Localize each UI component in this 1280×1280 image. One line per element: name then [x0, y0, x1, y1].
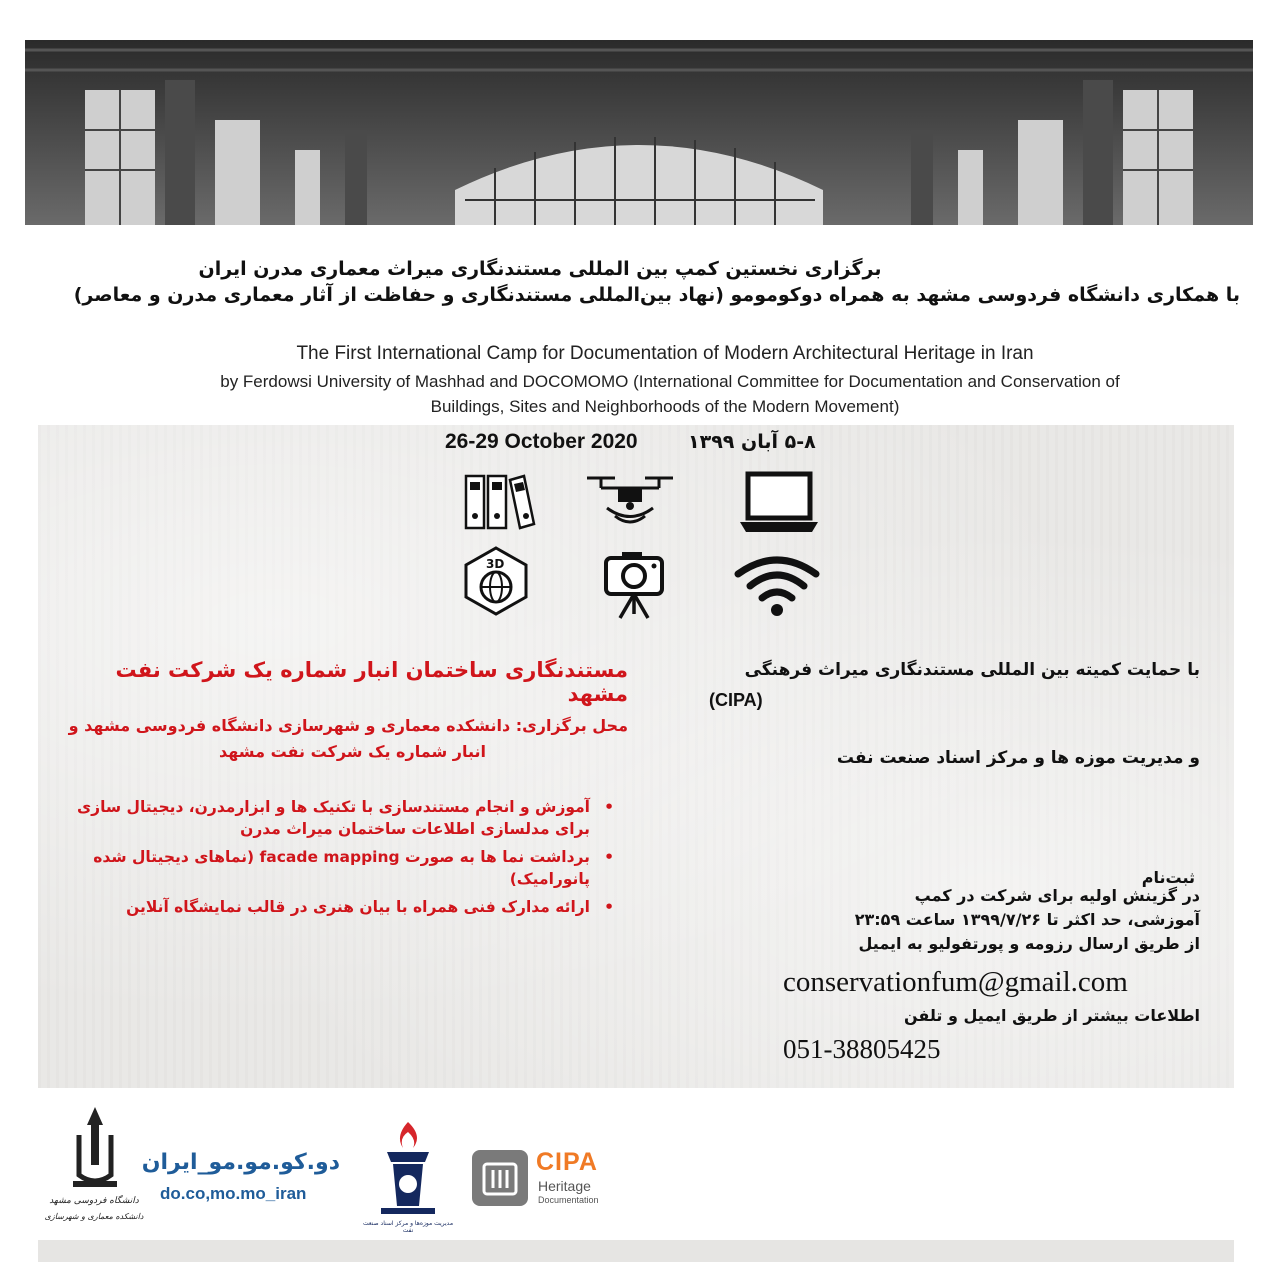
svg-text:3D: 3D [486, 557, 505, 571]
registration-title: ثبت‌نام [1141, 868, 1195, 887]
activity-item: • برداشت نما ها به صورت facade mapping (نماهای دیجیتال شده پانورامیک) [52, 846, 614, 890]
en-title-line1: The First International Camp for Documentation of Modern Architectural Heritage in Iran [296, 343, 1034, 364]
column-icon [472, 1150, 528, 1206]
event-dates [400, 430, 900, 460]
venue-line2: انبار شماره یک شرکت نفت مشهد [219, 742, 486, 761]
ferdowsi-subcaption: دانشکده معماری و شهرسازی [44, 1212, 144, 1221]
flame-emblem-icon [373, 1118, 443, 1218]
en-title-line3: Buildings, Sites and Neighborhoods of the Modern Movement) [430, 397, 900, 416]
fa-title-line2: با همکاری دانشگاه فردوسی مشهد به همراه دوکومومو (نهاد بین‌المللی مستندنگاری و حفاظت از آثار معماری مدرن و معاصر) [73, 284, 1240, 306]
laptop-icon [738, 470, 820, 536]
project-title: مستندنگاری ساختمان انبار شماره یک شرکت نفت مشهد [115, 658, 628, 706]
contact-email[interactable]: conservationfum@gmail.com [783, 966, 1128, 998]
date-en: 26-29 October 2020 [445, 430, 638, 453]
cipa-badge [472, 1150, 528, 1206]
ferdowsi-logo [40, 1100, 150, 1235]
contact-phone[interactable]: 051-38805425 [783, 1034, 941, 1064]
support-line2: و مدیریت موزه ها و مرکز اسناد صنعت نفت [836, 748, 1200, 768]
drone-icon [585, 470, 675, 535]
support-line1: با حمایت کمیته بین المللی مستندنگاری میراث فرهنگی [744, 660, 1200, 680]
cipa-logo [472, 1148, 622, 1208]
en-title-line2: by Ferdowsi University of Mashhad and DOCOMOMO (International Committee for Documentation and Conservation of [220, 372, 1120, 391]
station-interior-illustration [25, 40, 1253, 225]
camera-tripod-icon [602, 548, 666, 620]
activities-list [52, 796, 630, 924]
registration-line3: از طریق ارسال رزومه و پورتفولیو به ایمیل [858, 934, 1200, 953]
cipa-name: CIPA [536, 1148, 598, 1176]
registration-line2: آموزشی، حد اکثر تا ۱۳۹۹/۷/۲۶ ساعت ۲۳:۵۹ [854, 910, 1200, 929]
oil-museum-caption: مدیریت موزه‌ها و مرکز اسناد صنعت نفت [362, 1220, 454, 1234]
oil-museum-logo [362, 1118, 454, 1238]
registration-line1: در گزینش اولیه برای شرکت در کمپ [914, 886, 1200, 905]
date-fa: ۵-۸ آبان ۱۳۹۹ [688, 431, 816, 453]
binders-icon [462, 472, 537, 532]
activity-item: • ارائه مدارک فنی همراه با بیان هنری در قالب نمایشگاه آنلاین [52, 896, 614, 918]
ferdowsi-caption: دانشگاه فردوسی مشهد [49, 1196, 139, 1206]
header-photo [25, 40, 1253, 225]
wifi-icon [732, 552, 822, 618]
more-info: اطلاعات بیشتر از طریق ایمیل و تلفن [903, 1006, 1200, 1025]
docomomo-logo [141, 1150, 358, 1210]
docomomo-fa: دو.کو.مو.مو_ایران [141, 1150, 340, 1175]
venue-line1: محل برگزاری: دانشکده معماری و شهرسازی دانشگاه فردوسی مشهد و [68, 716, 628, 735]
globe-3d-icon [460, 545, 532, 617]
pen-emblem-icon [65, 1105, 125, 1195]
fa-title-line1: برگزاری نخستین کمپ بین المللی مستندنگاری میراث معماری مدرن ایران [198, 258, 882, 280]
activity-item: • آموزش و انجام مستندسازی با تکنیک ها و ابزارمدرن، دیجیتال سازی برای مدلسازی اطلاعات ساختمان میراث مدرن [52, 796, 614, 840]
cipa-documentation: Documentation [538, 1195, 599, 1205]
cipa-heritage: Heritage [538, 1178, 591, 1194]
stone-footer-strip [38, 1240, 1234, 1262]
support-cipa: (CIPA) [709, 690, 763, 710]
docomomo-en: do.co,mo.mo_iran [160, 1184, 307, 1203]
